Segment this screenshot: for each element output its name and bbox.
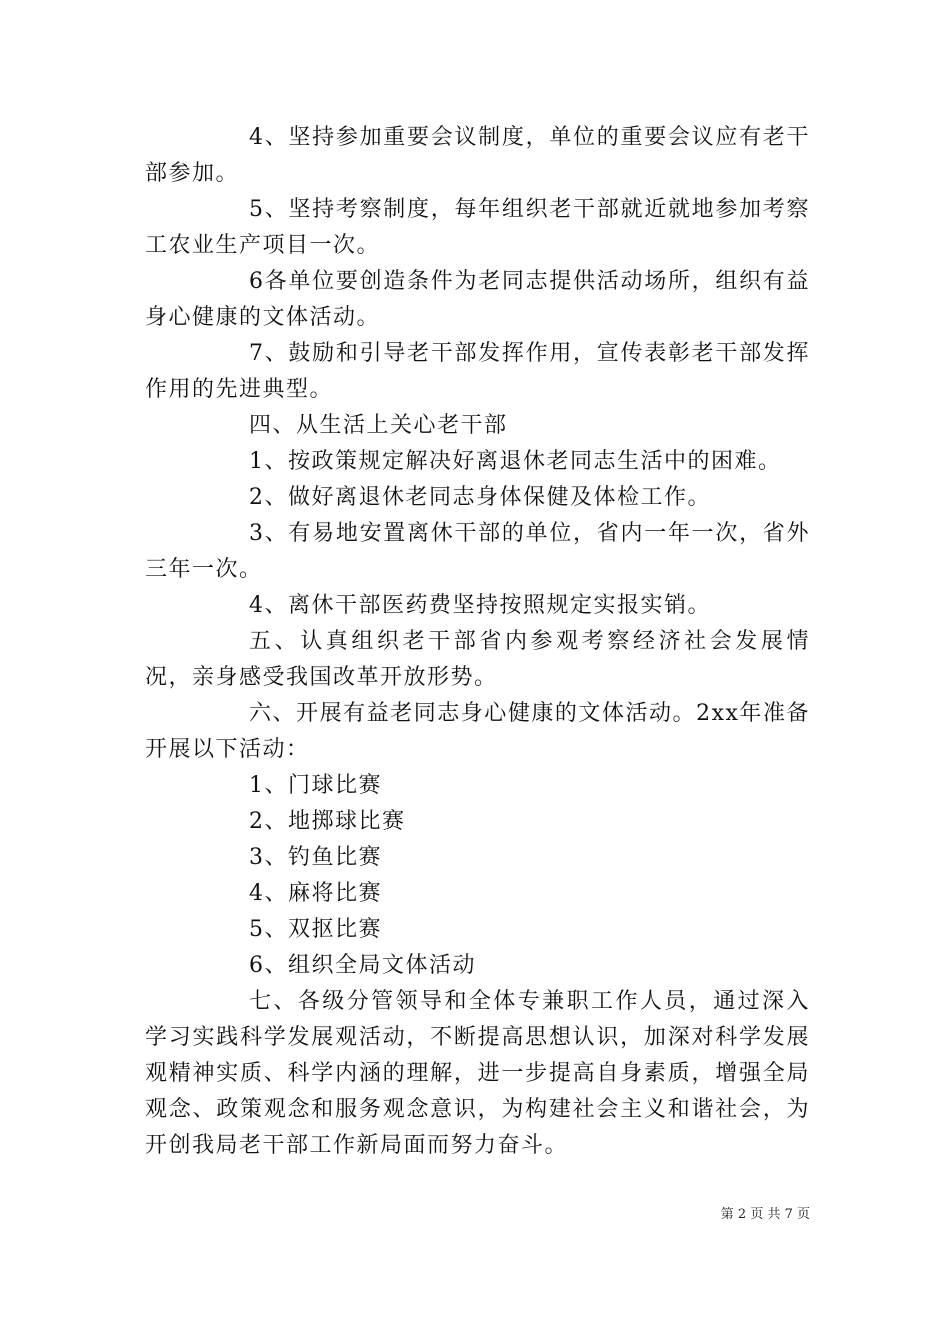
- paragraph-5-inspection: 5、坚持考察制度，每年组织老干部就近就地参加考察工农业生产项目一次。: [145, 197, 810, 258]
- activity-item: 1、门球比赛: [249, 773, 382, 798]
- activity-item: 2、地掷球比赛: [249, 809, 406, 834]
- list-item: 1、按政策规定解决好离退休老同志生活中的困难。: [249, 449, 782, 474]
- paragraph-7-encourage: 7、鼓励和引导老干部发挥作用，宣传表彰老干部发挥作用的先进典型。: [145, 341, 810, 402]
- section-heading-7: 七、各级分管领导和全体专兼职工作人员，通过深入学习实践科学发展观活动，不断提高思想认识，加深对科学发展观精神实质、科学内涵的理解，进一步提高自身素质，增强全局观念、政策观念和服务观念意识，为构建社会主义和谐社会，为开创我局老干部工作新局面而努力奋斗。: [145, 989, 810, 1158]
- activity-item: 6、组织全局文体活动: [249, 953, 476, 978]
- list-item: 3、有易地安置离休干部的单位，省内一年一次，省外三年一次。: [145, 521, 810, 582]
- section-heading-4: 四、从生活上关心老干部: [249, 413, 508, 438]
- activity-item: 3、钓鱼比赛: [249, 845, 382, 870]
- activity-item: 4、麻将比赛: [249, 881, 382, 906]
- section-heading-6: 六、开展有益老同志身心健康的文体活动。2xx年准备开展以下活动：: [145, 701, 810, 762]
- paragraph-4-meetings: 4、坚持参加重要会议制度，单位的重要会议应有老干部参加。: [145, 125, 810, 186]
- list-item: 2、做好离退休老同志身体保健及体检工作。: [249, 485, 711, 510]
- section-heading-5: 五、认真组织老干部省内参观考察经济社会发展情况，亲身感受我国改革开放形势。: [145, 629, 810, 690]
- activity-item: 5、双抠比赛: [249, 917, 382, 942]
- page-number-footer: 第 2 页 共 7 页: [720, 1207, 810, 1222]
- list-item: 4、离休干部医药费坚持按照规定实报实销。: [249, 593, 711, 618]
- paragraph-6-venues: 6各单位要创造条件为老同志提供活动场所，组织有益身心健康的文体活动。: [145, 269, 810, 330]
